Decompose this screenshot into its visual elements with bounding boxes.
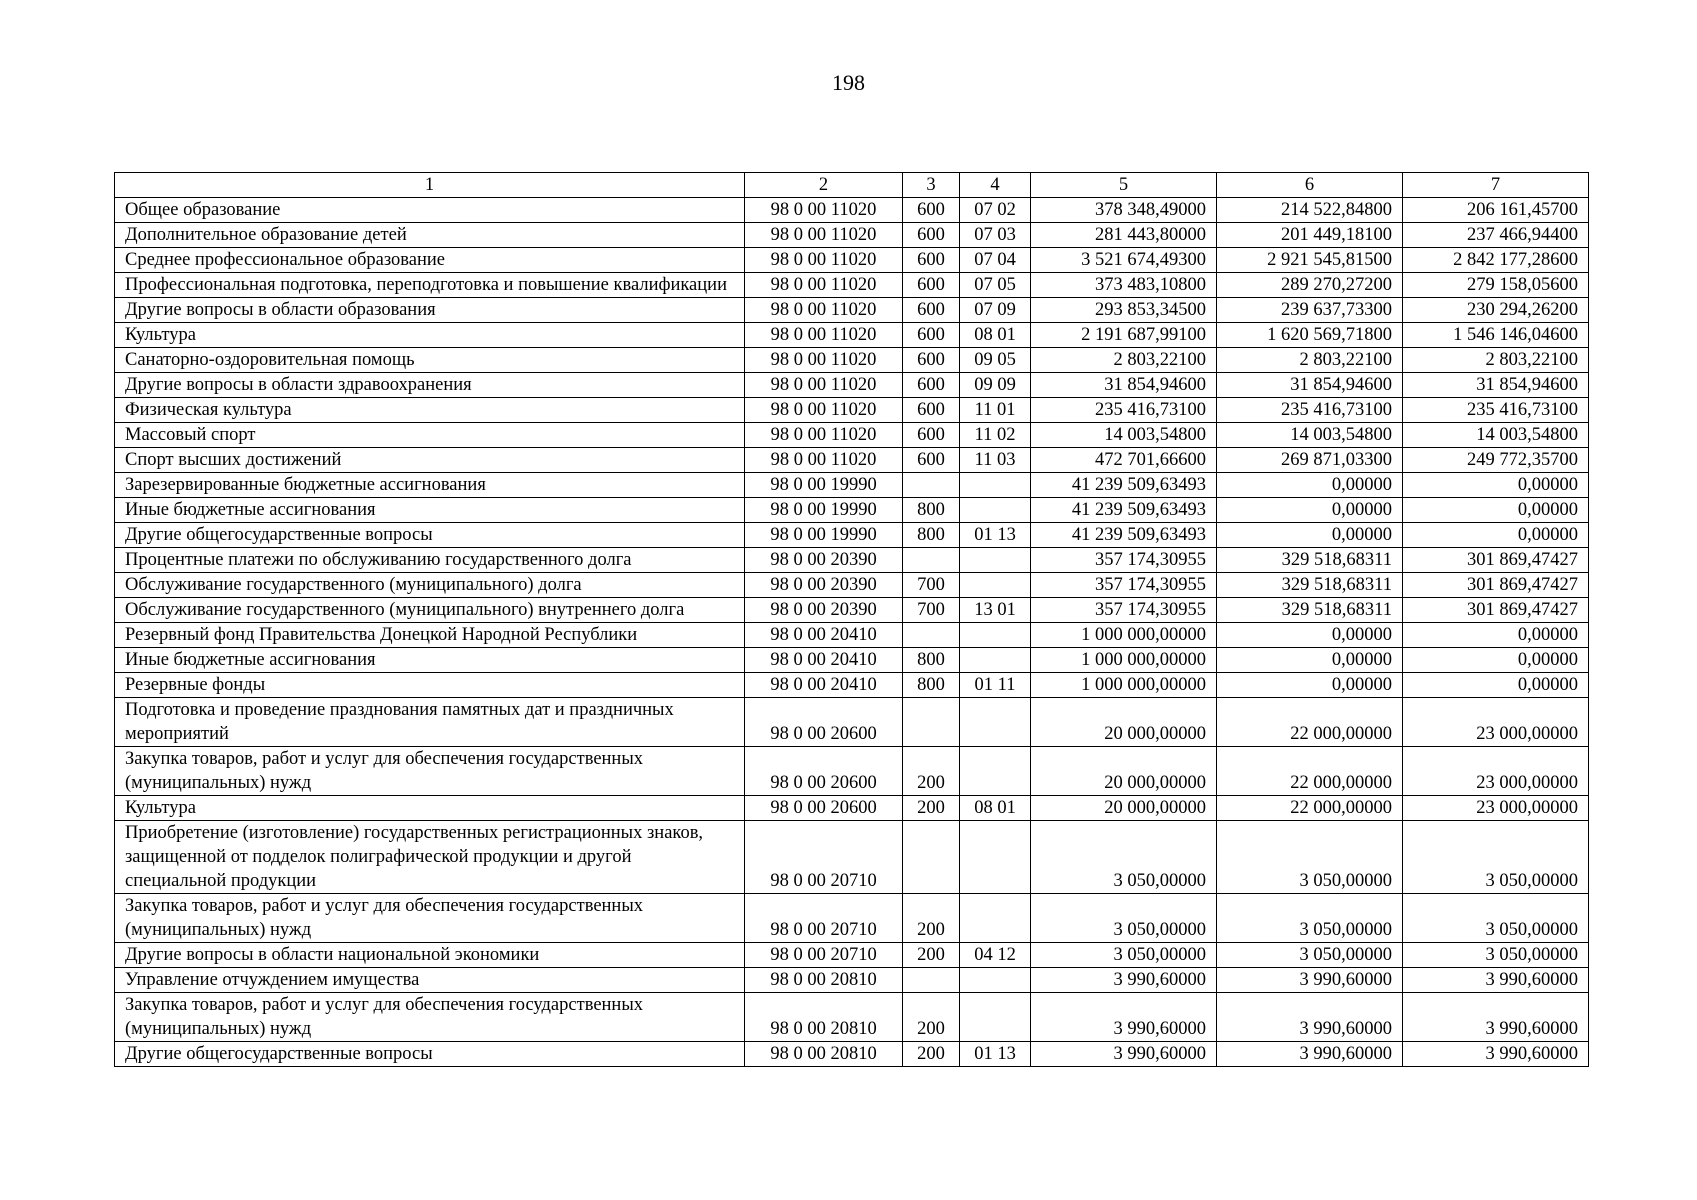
- row-expense-type-cell: 700: [903, 598, 960, 623]
- row-code-cell: 98 0 00 11020: [745, 423, 903, 448]
- table-row: [115, 548, 1589, 573]
- row-section-cell: 13 01: [960, 598, 1031, 623]
- budget-table: [114, 172, 1589, 1067]
- table-row: [115, 398, 1589, 423]
- row-name-cell: Другие вопросы в области национальной экономики: [115, 943, 745, 968]
- table-row: [115, 1042, 1589, 1067]
- row-amount-col6-cell: 0,00000: [1217, 498, 1403, 523]
- row-amount-col7-cell: 3 050,00000: [1403, 894, 1589, 943]
- row-amount-col5-cell: 20 000,00000: [1031, 698, 1217, 747]
- row-name-cell: Другие вопросы в области образования: [115, 298, 745, 323]
- row-amount-col5-cell: 3 990,60000: [1031, 1042, 1217, 1067]
- row-expense-type-cell: 600: [903, 248, 960, 273]
- row-code-cell: 98 0 00 11020: [745, 348, 903, 373]
- row-code-cell: 98 0 00 20410: [745, 673, 903, 698]
- row-section-cell: [960, 894, 1031, 943]
- row-amount-col6-cell: 239 637,73300: [1217, 298, 1403, 323]
- row-expense-type-cell: 600: [903, 323, 960, 348]
- row-amount-col5-cell: 41 239 509,63493: [1031, 498, 1217, 523]
- row-amount-col5-cell: 472 701,66600: [1031, 448, 1217, 473]
- row-amount-col5-cell: 2 191 687,99100: [1031, 323, 1217, 348]
- row-amount-col6-cell: 0,00000: [1217, 648, 1403, 673]
- row-amount-col6-cell: 269 871,03300: [1217, 448, 1403, 473]
- row-amount-col7-cell: 2 803,22100: [1403, 348, 1589, 373]
- row-name-cell: Другие общегосударственные вопросы: [115, 1042, 745, 1067]
- row-amount-col6-cell: 14 003,54800: [1217, 423, 1403, 448]
- row-code-cell: 98 0 00 20410: [745, 648, 903, 673]
- table-row: [115, 323, 1589, 348]
- row-section-cell: 08 01: [960, 323, 1031, 348]
- row-expense-type-cell: 600: [903, 223, 960, 248]
- row-amount-col5-cell: 357 174,30955: [1031, 548, 1217, 573]
- row-section-cell: 07 05: [960, 273, 1031, 298]
- row-amount-col6-cell: 0,00000: [1217, 523, 1403, 548]
- row-amount-col7-cell: 237 466,94400: [1403, 223, 1589, 248]
- row-name-cell: Другие общегосударственные вопросы: [115, 523, 745, 548]
- row-section-cell: 11 02: [960, 423, 1031, 448]
- row-amount-col7-cell: 1 546 146,04600: [1403, 323, 1589, 348]
- row-expense-type-cell: 600: [903, 373, 960, 398]
- row-amount-col6-cell: 329 518,68311: [1217, 598, 1403, 623]
- row-amount-col7-cell: 23 000,00000: [1403, 698, 1589, 747]
- row-name-cell: Дополнительное образование детей: [115, 223, 745, 248]
- row-amount-col6-cell: 31 854,94600: [1217, 373, 1403, 398]
- table-row: [115, 573, 1589, 598]
- row-amount-col7-cell: 0,00000: [1403, 473, 1589, 498]
- row-code-cell: 98 0 00 20390: [745, 548, 903, 573]
- row-amount-col7-cell: 301 869,47427: [1403, 573, 1589, 598]
- row-amount-col7-cell: 301 869,47427: [1403, 548, 1589, 573]
- row-section-cell: 04 12: [960, 943, 1031, 968]
- row-name-cell: Спорт высших достижений: [115, 448, 745, 473]
- row-expense-type-cell: [903, 548, 960, 573]
- row-amount-col7-cell: 230 294,26200: [1403, 298, 1589, 323]
- row-code-cell: 98 0 00 20390: [745, 573, 903, 598]
- row-amount-col6-cell: 235 416,73100: [1217, 398, 1403, 423]
- row-amount-col6-cell: 22 000,00000: [1217, 747, 1403, 796]
- table-row: [115, 698, 1589, 747]
- row-amount-col7-cell: 0,00000: [1403, 648, 1589, 673]
- table-row: [115, 968, 1589, 993]
- table-row: [115, 373, 1589, 398]
- row-name-cell: Санаторно-оздоровительная помощь: [115, 348, 745, 373]
- row-name-cell: Профессиональная подготовка, переподготовка и повышение квалификации: [115, 273, 745, 298]
- table-row: [115, 223, 1589, 248]
- row-name-cell: Массовый спорт: [115, 423, 745, 448]
- row-amount-col5-cell: 3 990,60000: [1031, 993, 1217, 1042]
- row-name-cell: Обслуживание государственного (муниципального) внутреннего долга: [115, 598, 745, 623]
- row-amount-col6-cell: 0,00000: [1217, 673, 1403, 698]
- row-name-cell: Иные бюджетные ассигнования: [115, 498, 745, 523]
- row-name-cell: Общее образование: [115, 198, 745, 223]
- row-code-cell: 98 0 00 19990: [745, 498, 903, 523]
- row-amount-col6-cell: 1 620 569,71800: [1217, 323, 1403, 348]
- row-section-cell: 09 05: [960, 348, 1031, 373]
- row-name-cell: Резервные фонды: [115, 673, 745, 698]
- header-row: [115, 173, 1589, 198]
- row-expense-type-cell: 600: [903, 448, 960, 473]
- table-row: [115, 796, 1589, 821]
- row-amount-col7-cell: 23 000,00000: [1403, 747, 1589, 796]
- row-name-cell: Иные бюджетные ассигнования: [115, 648, 745, 673]
- row-amount-col6-cell: 3 050,00000: [1217, 894, 1403, 943]
- row-expense-type-cell: [903, 968, 960, 993]
- table-row: [115, 448, 1589, 473]
- row-amount-col6-cell: 3 050,00000: [1217, 943, 1403, 968]
- row-name-cell: Подготовка и проведение празднования памятных дат и праздничных мероприятий: [115, 698, 745, 747]
- row-amount-col7-cell: 279 158,05600: [1403, 273, 1589, 298]
- column-header-6: 6: [1217, 173, 1403, 198]
- table-row: [115, 298, 1589, 323]
- table-row: [115, 943, 1589, 968]
- row-name-cell: Среднее профессиональное образование: [115, 248, 745, 273]
- row-code-cell: 98 0 00 20710: [745, 821, 903, 894]
- row-amount-col6-cell: 3 990,60000: [1217, 1042, 1403, 1067]
- row-amount-col6-cell: 3 990,60000: [1217, 993, 1403, 1042]
- row-expense-type-cell: [903, 821, 960, 894]
- row-amount-col7-cell: 301 869,47427: [1403, 598, 1589, 623]
- row-section-cell: [960, 548, 1031, 573]
- row-code-cell: 98 0 00 20600: [745, 796, 903, 821]
- row-amount-col7-cell: 3 050,00000: [1403, 821, 1589, 894]
- column-header-4: 4: [960, 173, 1031, 198]
- row-code-cell: 98 0 00 11020: [745, 373, 903, 398]
- row-code-cell: 98 0 00 11020: [745, 223, 903, 248]
- row-amount-col6-cell: 22 000,00000: [1217, 698, 1403, 747]
- row-expense-type-cell: 200: [903, 1042, 960, 1067]
- row-amount-col6-cell: 329 518,68311: [1217, 573, 1403, 598]
- row-amount-col7-cell: 2 842 177,28600: [1403, 248, 1589, 273]
- row-expense-type-cell: 600: [903, 198, 960, 223]
- row-expense-type-cell: 200: [903, 894, 960, 943]
- row-amount-col5-cell: 41 239 509,63493: [1031, 523, 1217, 548]
- row-amount-col6-cell: 2 803,22100: [1217, 348, 1403, 373]
- row-code-cell: 98 0 00 20810: [745, 968, 903, 993]
- row-amount-col5-cell: 20 000,00000: [1031, 796, 1217, 821]
- row-section-cell: [960, 993, 1031, 1042]
- row-section-cell: [960, 473, 1031, 498]
- column-header-3: 3: [903, 173, 960, 198]
- row-expense-type-cell: 600: [903, 273, 960, 298]
- table-row: [115, 273, 1589, 298]
- row-expense-type-cell: [903, 473, 960, 498]
- row-code-cell: 98 0 00 11020: [745, 398, 903, 423]
- row-section-cell: 01 11: [960, 673, 1031, 698]
- row-code-cell: 98 0 00 20600: [745, 747, 903, 796]
- row-code-cell: 98 0 00 19990: [745, 473, 903, 498]
- row-amount-col7-cell: 249 772,35700: [1403, 448, 1589, 473]
- row-section-cell: [960, 747, 1031, 796]
- row-amount-col7-cell: 31 854,94600: [1403, 373, 1589, 398]
- row-section-cell: 01 13: [960, 1042, 1031, 1067]
- row-amount-col5-cell: 41 239 509,63493: [1031, 473, 1217, 498]
- row-code-cell: 98 0 00 11020: [745, 248, 903, 273]
- row-amount-col6-cell: 3 990,60000: [1217, 968, 1403, 993]
- row-amount-col7-cell: 235 416,73100: [1403, 398, 1589, 423]
- row-section-cell: [960, 821, 1031, 894]
- row-expense-type-cell: 600: [903, 398, 960, 423]
- row-amount-col7-cell: 3 990,60000: [1403, 968, 1589, 993]
- row-amount-col5-cell: 3 050,00000: [1031, 943, 1217, 968]
- row-name-cell: Культура: [115, 323, 745, 348]
- table-body: [115, 198, 1589, 1067]
- row-expense-type-cell: 800: [903, 498, 960, 523]
- row-amount-col5-cell: 20 000,00000: [1031, 747, 1217, 796]
- row-expense-type-cell: 200: [903, 747, 960, 796]
- row-amount-col6-cell: 0,00000: [1217, 473, 1403, 498]
- row-amount-col7-cell: 23 000,00000: [1403, 796, 1589, 821]
- row-section-cell: [960, 968, 1031, 993]
- row-section-cell: 07 04: [960, 248, 1031, 273]
- row-amount-col6-cell: 22 000,00000: [1217, 796, 1403, 821]
- row-code-cell: 98 0 00 11020: [745, 323, 903, 348]
- row-expense-type-cell: 600: [903, 423, 960, 448]
- table-row: [115, 821, 1589, 894]
- row-amount-col7-cell: 14 003,54800: [1403, 423, 1589, 448]
- row-name-cell: Зарезервированные бюджетные ассигнования: [115, 473, 745, 498]
- row-name-cell: Процентные платежи по обслуживанию государственного долга: [115, 548, 745, 573]
- row-expense-type-cell: 200: [903, 796, 960, 821]
- table-row: [115, 473, 1589, 498]
- row-amount-col5-cell: 293 853,34500: [1031, 298, 1217, 323]
- row-amount-col7-cell: 0,00000: [1403, 498, 1589, 523]
- table-row: [115, 498, 1589, 523]
- row-code-cell: 98 0 00 11020: [745, 448, 903, 473]
- row-name-cell: Закупка товаров, работ и услуг для обеспечения государственных (муниципальных) нужд: [115, 894, 745, 943]
- table-row: [115, 198, 1589, 223]
- column-header-1: 1: [115, 173, 745, 198]
- table-row: [115, 623, 1589, 648]
- row-code-cell: 98 0 00 20390: [745, 598, 903, 623]
- row-amount-col5-cell: 357 174,30955: [1031, 598, 1217, 623]
- row-name-cell: Управление отчуждением имущества: [115, 968, 745, 993]
- row-amount-col7-cell: 3 990,60000: [1403, 993, 1589, 1042]
- row-section-cell: [960, 498, 1031, 523]
- row-expense-type-cell: [903, 623, 960, 648]
- row-code-cell: 98 0 00 20410: [745, 623, 903, 648]
- row-amount-col7-cell: 206 161,45700: [1403, 198, 1589, 223]
- row-amount-col5-cell: 373 483,10800: [1031, 273, 1217, 298]
- row-amount-col5-cell: 1 000 000,00000: [1031, 673, 1217, 698]
- row-section-cell: [960, 623, 1031, 648]
- page-number: 198: [832, 70, 865, 95]
- row-name-cell: Закупка товаров, работ и услуг для обеспечения государственных (муниципальных) нужд: [115, 993, 745, 1042]
- row-amount-col5-cell: 14 003,54800: [1031, 423, 1217, 448]
- row-amount-col6-cell: 201 449,18100: [1217, 223, 1403, 248]
- row-section-cell: [960, 648, 1031, 673]
- row-section-cell: [960, 573, 1031, 598]
- table-row: [115, 248, 1589, 273]
- table-row: [115, 598, 1589, 623]
- row-section-cell: 07 03: [960, 223, 1031, 248]
- row-expense-type-cell: 700: [903, 573, 960, 598]
- table-row: [115, 523, 1589, 548]
- row-section-cell: 07 02: [960, 198, 1031, 223]
- row-amount-col5-cell: 3 050,00000: [1031, 894, 1217, 943]
- row-amount-col7-cell: 0,00000: [1403, 623, 1589, 648]
- table-row: [115, 348, 1589, 373]
- column-header-7: 7: [1403, 173, 1589, 198]
- row-section-cell: 07 09: [960, 298, 1031, 323]
- row-code-cell: 98 0 00 20710: [745, 943, 903, 968]
- row-name-cell: Приобретение (изготовление) государственных регистрационных знаков, защищенной от подделок полиграфической продукции и другой специальной продукции: [115, 821, 745, 894]
- row-section-cell: 11 01: [960, 398, 1031, 423]
- row-expense-type-cell: 600: [903, 298, 960, 323]
- row-amount-col7-cell: 0,00000: [1403, 673, 1589, 698]
- row-section-cell: [960, 698, 1031, 747]
- row-name-cell: Культура: [115, 796, 745, 821]
- row-expense-type-cell: 800: [903, 673, 960, 698]
- row-amount-col6-cell: 2 921 545,81500: [1217, 248, 1403, 273]
- row-amount-col5-cell: 378 348,49000: [1031, 198, 1217, 223]
- row-amount-col5-cell: 235 416,73100: [1031, 398, 1217, 423]
- table-row: [115, 648, 1589, 673]
- row-code-cell: 98 0 00 20810: [745, 1042, 903, 1067]
- table-row: [115, 423, 1589, 448]
- row-amount-col5-cell: 3 050,00000: [1031, 821, 1217, 894]
- row-amount-col6-cell: 0,00000: [1217, 623, 1403, 648]
- row-amount-col5-cell: 1 000 000,00000: [1031, 623, 1217, 648]
- row-amount-col7-cell: 0,00000: [1403, 523, 1589, 548]
- row-section-cell: 08 01: [960, 796, 1031, 821]
- row-amount-col5-cell: 3 521 674,49300: [1031, 248, 1217, 273]
- row-expense-type-cell: 200: [903, 993, 960, 1042]
- table-header: [115, 173, 1589, 198]
- row-section-cell: 09 09: [960, 373, 1031, 398]
- row-amount-col5-cell: 3 990,60000: [1031, 968, 1217, 993]
- row-expense-type-cell: [903, 698, 960, 747]
- row-section-cell: 01 13: [960, 523, 1031, 548]
- row-code-cell: 98 0 00 11020: [745, 198, 903, 223]
- row-amount-col5-cell: 31 854,94600: [1031, 373, 1217, 398]
- row-section-cell: 11 03: [960, 448, 1031, 473]
- row-code-cell: 98 0 00 11020: [745, 298, 903, 323]
- row-expense-type-cell: 200: [903, 943, 960, 968]
- row-name-cell: Закупка товаров, работ и услуг для обеспечения государственных (муниципальных) нужд: [115, 747, 745, 796]
- row-name-cell: Резервный фонд Правительства Донецкой Народной Республики: [115, 623, 745, 648]
- row-amount-col5-cell: 281 443,80000: [1031, 223, 1217, 248]
- row-amount-col7-cell: 3 050,00000: [1403, 943, 1589, 968]
- row-amount-col6-cell: 214 522,84800: [1217, 198, 1403, 223]
- row-amount-col6-cell: 329 518,68311: [1217, 548, 1403, 573]
- row-amount-col5-cell: 357 174,30955: [1031, 573, 1217, 598]
- row-amount-col6-cell: 3 050,00000: [1217, 821, 1403, 894]
- row-code-cell: 98 0 00 20810: [745, 993, 903, 1042]
- row-expense-type-cell: 800: [903, 523, 960, 548]
- column-header-2: 2: [745, 173, 903, 198]
- row-amount-col5-cell: 1 000 000,00000: [1031, 648, 1217, 673]
- table-row: [115, 747, 1589, 796]
- table-row: [115, 993, 1589, 1042]
- row-code-cell: 98 0 00 20710: [745, 894, 903, 943]
- row-name-cell: Физическая культура: [115, 398, 745, 423]
- row-amount-col7-cell: 3 990,60000: [1403, 1042, 1589, 1067]
- row-name-cell: Другие вопросы в области здравоохранения: [115, 373, 745, 398]
- column-header-5: 5: [1031, 173, 1217, 198]
- row-expense-type-cell: 600: [903, 348, 960, 373]
- row-code-cell: 98 0 00 11020: [745, 273, 903, 298]
- row-name-cell: Обслуживание государственного (муниципального) долга: [115, 573, 745, 598]
- row-amount-col5-cell: 2 803,22100: [1031, 348, 1217, 373]
- row-amount-col6-cell: 289 270,27200: [1217, 273, 1403, 298]
- row-code-cell: 98 0 00 20600: [745, 698, 903, 747]
- row-expense-type-cell: 800: [903, 648, 960, 673]
- row-code-cell: 98 0 00 19990: [745, 523, 903, 548]
- table-row: [115, 894, 1589, 943]
- table-row: [115, 673, 1589, 698]
